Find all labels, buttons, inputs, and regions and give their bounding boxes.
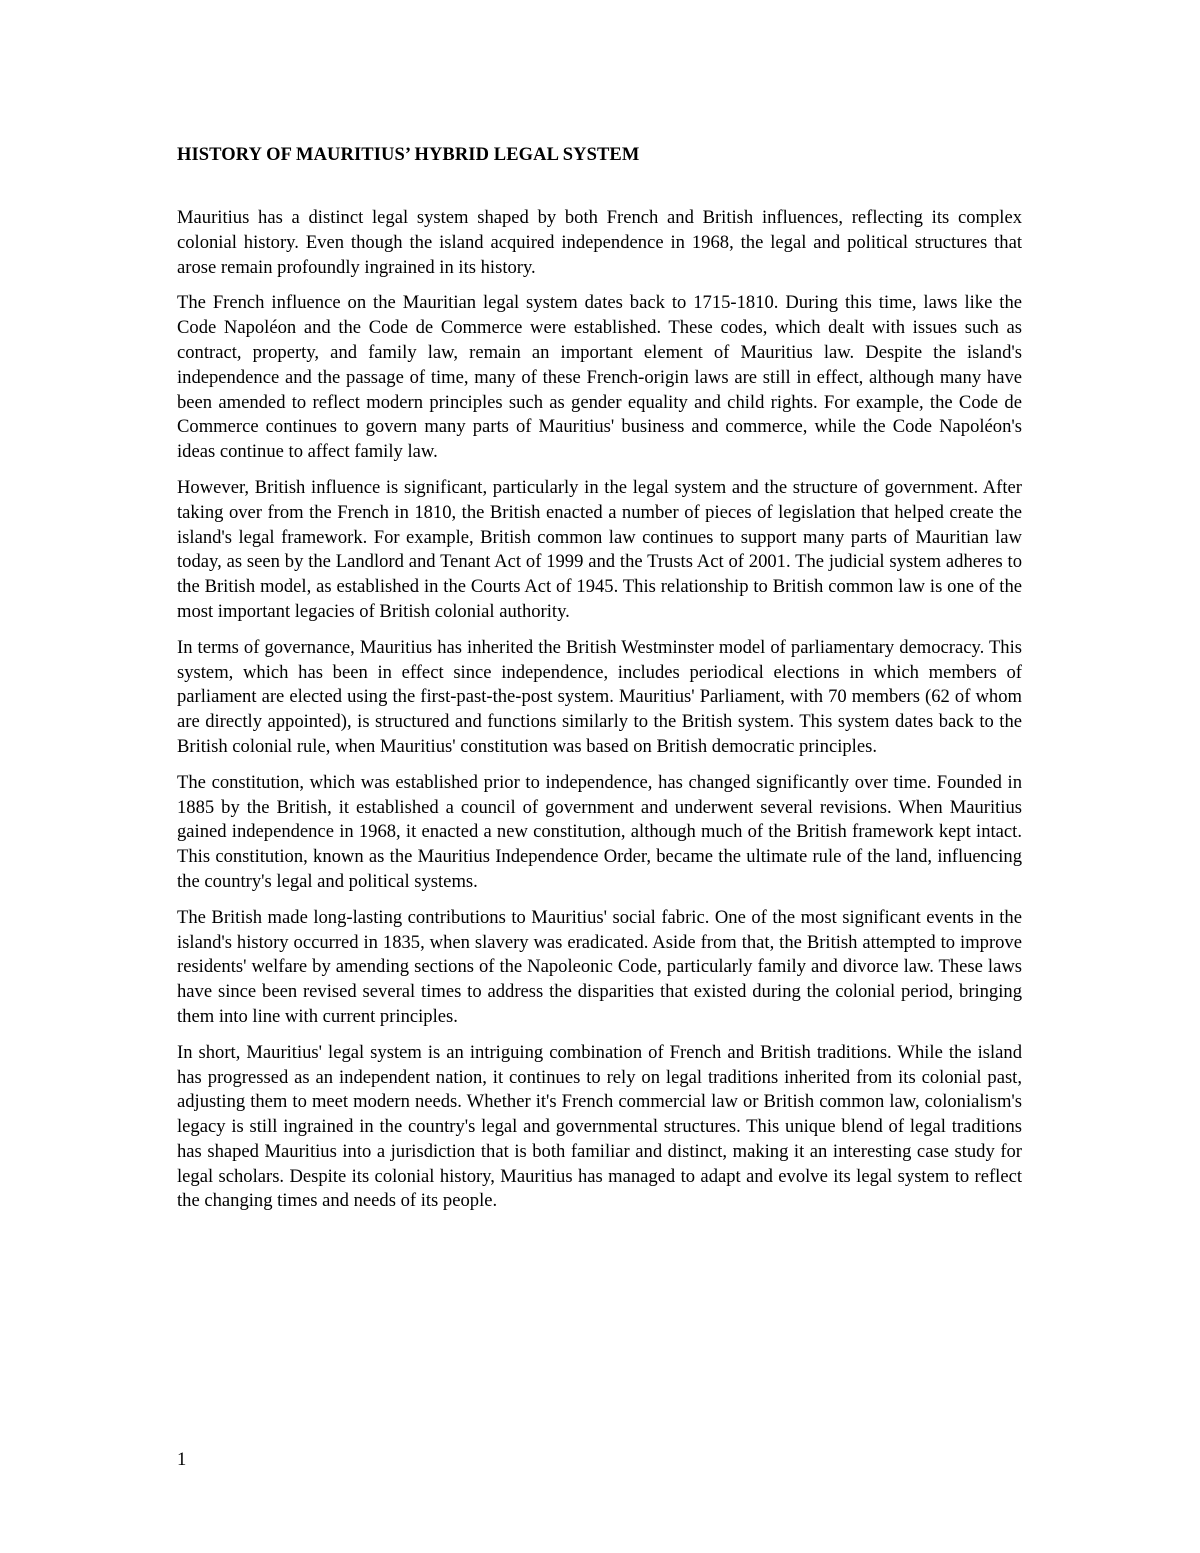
paragraph-social-contributions: The British made long-lasting contributions to Mauritius' social fabric. One of the most significant events in the island's history occurred in 1835, when slavery was eradicated. Aside from that, the British attempted to improve residents' welfare by amending sections of the Napoleonic Code, particularly family and divorce law. These laws have since been revised several times to address the disparities that existed during the colonial period, bringing them into line with current principles. <box>177 906 1022 1027</box>
paragraph-conclusion: In short, Mauritius' legal system is an intriguing combination of French and British traditions. While the island has progressed as an independent nation, it continues to rely on legal traditions inherited from its colonial past, adjusting them to meet modern needs. Whether it's French commercial law or British common law, colonialism's legacy is still ingrained in the country's legal and governmental structures. This unique blend of legal traditions has shaped Mauritius into a jurisdiction that is both familiar and distinct, making it an interesting case study for legal scholars. Despite its colonial history, Mauritius has managed to adapt and evolve its legal system to reflect the changing times and needs of its people. <box>177 1041 1022 1212</box>
document-body <box>177 142 1022 1225</box>
page-number: 1 <box>177 1449 187 1470</box>
paragraph-intro: Mauritius has a distinct legal system shaped by both French and British influences, reflecting its complex colonial history. Even though the island acquired independence in 1968, the legal and political structures that arose remain profoundly ingrained in its history. <box>177 207 1022 278</box>
document-title: HISTORY OF MAURITIUS’ HYBRID LEGAL SYSTEM <box>177 145 640 165</box>
paragraph-constitution: The constitution, which was established prior to independence, has changed significantly over time. Founded in 1885 by the British, it established a council of government and underwent several revisions. When Mauritius gained independence in 1968, it enacted a new constitution, although much of the British framework kept intact. This constitution, known as the Mauritius Independence Order, became the ultimate rule of the land, influencing the country's legal and political systems. <box>177 771 1022 892</box>
paragraph-british-influence: However, British influence is significant, particularly in the legal system and the structure of government. After taking over from the French in 1810, the British enacted a number of pieces of legislation that helped create the island's legal framework. For example, British common law continues to support many parts of Mauritian law today, as seen by the Landlord and Tenant Act of 1999 and the Trusts Act of 2001. The judicial system adheres to the British model, as established in the Courts Act of 1945. This relationship to British common law is one of the most important legacies of British colonial authority. <box>177 476 1022 622</box>
paragraph-french-influence: The French influence on the Mauritian legal system dates back to 1715-1810. During this time, laws like the Code Napoléon and the Code de Commerce were established. These codes, which dealt with issues such as contract, property, and family law, remain an important element of Mauritius law. Despite the island's independence and the passage of time, many of these French-origin laws are still in effect, although many have been amended to reflect modern principles such as gender equality and child rights. For example, the Code de Commerce continues to govern many parts of Mauritius' business and commerce, while the Code Napoléon's ideas continue to affect family law. <box>177 292 1022 463</box>
paragraph-governance: In terms of governance, Mauritius has inherited the British Westminster model of parliamentary democracy. This system, which has been in effect since independence, includes periodical elections in which members of parliament are elected using the first-past-the-post system. Mauritius' Parliament, with 70 members (62 of whom are directly appointed), is structured and functions similarly to the British system. This system dates back to the British colonial rule, when Mauritius' constitution was based on British democratic principles. <box>177 636 1022 757</box>
